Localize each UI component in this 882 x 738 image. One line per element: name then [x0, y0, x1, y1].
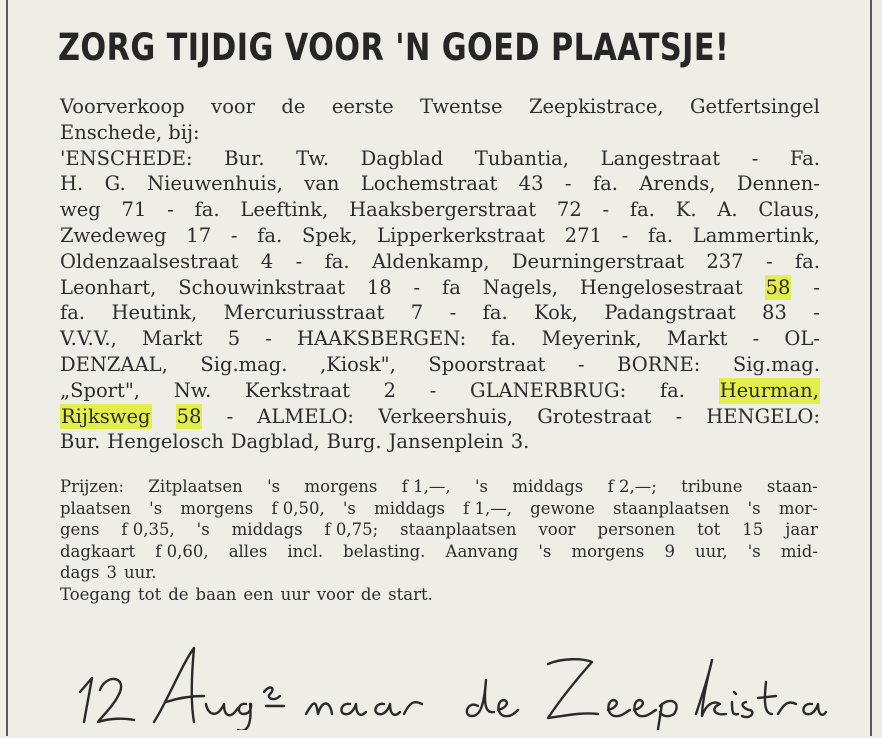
word: Markt	[141, 327, 203, 351]
listing-line	[60, 429, 820, 455]
word: Oldenzaalsestraat	[60, 249, 239, 273]
word: Langestraat	[600, 146, 721, 170]
word: -	[675, 404, 683, 428]
word: uur.	[123, 563, 157, 582]
prices-line	[60, 562, 818, 584]
word: ,Kiosk",	[320, 352, 396, 376]
word: f 0,75;	[324, 520, 379, 539]
word: HAAKSBERGEN:	[297, 327, 467, 351]
word: Twentse	[420, 95, 503, 118]
word: Dennen-	[736, 172, 820, 196]
word: fa.	[194, 198, 220, 222]
word: 58	[176, 404, 202, 428]
word: dags	[60, 563, 100, 582]
word: Nw.	[173, 378, 212, 402]
listing-line	[60, 326, 820, 352]
word: 7	[410, 301, 424, 325]
sales-points-listing	[60, 146, 820, 456]
word: Aanvang	[445, 541, 519, 561]
word: 83	[762, 301, 787, 325]
listing-line	[60, 352, 820, 378]
word: Zitplaatsen	[148, 477, 243, 496]
word: Bur.	[60, 430, 101, 454]
word: Leeftink,	[240, 198, 329, 222]
word: fa.	[659, 378, 685, 402]
word: middags	[231, 520, 303, 539]
word: plaatsen	[60, 498, 132, 518]
listing-line	[60, 378, 820, 404]
prices-line	[60, 541, 818, 563]
word: -	[621, 223, 629, 247]
listing-line	[60, 197, 820, 223]
word: dagkaart	[60, 541, 136, 561]
word: G.	[104, 172, 126, 196]
word: Sig.mag.	[200, 352, 288, 376]
word: H.	[60, 172, 84, 196]
word: een	[243, 584, 274, 604]
word: -	[813, 275, 820, 299]
word: 5	[227, 327, 241, 351]
word: Claus,	[758, 198, 820, 222]
word: Schouwinkstraat	[178, 275, 345, 299]
word: BORNE:	[617, 352, 701, 376]
word: f 0,50,	[271, 498, 325, 518]
word: Lochemstraat	[360, 172, 498, 196]
word: 's	[747, 498, 761, 518]
word: tot	[138, 584, 162, 604]
word: van	[304, 172, 340, 196]
word: Dagblad,	[230, 430, 320, 454]
word: 18	[366, 275, 392, 299]
word: Grotestraat	[537, 404, 652, 428]
word: fa.	[592, 172, 618, 196]
word: Kok,	[534, 301, 578, 325]
word: jaar	[785, 520, 818, 539]
word: 's	[149, 498, 163, 518]
word: weg	[60, 198, 101, 222]
word: -	[751, 146, 759, 170]
word: personen	[597, 520, 676, 539]
word: f 2,—;	[607, 477, 657, 496]
listing-line	[60, 223, 820, 249]
word: morgens	[571, 541, 645, 561]
word: Toegang	[60, 584, 132, 604]
word: -	[752, 327, 760, 351]
word: fa.	[491, 327, 517, 351]
word: eerste	[331, 95, 394, 118]
word: morgens	[180, 498, 254, 518]
word: GLANERBRUG:	[470, 378, 627, 402]
word: Tw.	[296, 146, 330, 170]
word: Lammertink,	[692, 223, 820, 247]
word: „Sport",	[60, 378, 141, 402]
word: 's	[538, 541, 552, 561]
word: fa	[442, 275, 461, 299]
word: 's	[747, 541, 761, 561]
word: 's	[474, 477, 488, 496]
word: 15	[742, 520, 764, 539]
word: -	[295, 249, 303, 273]
word: 271	[564, 223, 602, 247]
word: Deurningerstraat	[511, 249, 684, 273]
word: ALMELO:	[257, 404, 355, 428]
word: incl.	[287, 541, 324, 561]
word: -	[602, 198, 610, 222]
word: 's	[196, 520, 210, 539]
word: K.	[675, 198, 697, 222]
word: Zwedeweg	[60, 223, 167, 247]
intro-paragraph	[60, 94, 820, 146]
word: Hengelosestraat	[579, 275, 743, 299]
word: mor-	[778, 498, 818, 518]
word: 17	[186, 223, 212, 247]
word: Heurman,	[719, 378, 819, 402]
word: 2	[383, 378, 397, 402]
intro-line	[60, 94, 820, 120]
word: middags	[512, 477, 584, 496]
word: fa.	[257, 223, 283, 247]
word: fa.	[482, 301, 508, 325]
word: middags	[374, 498, 445, 518]
word: OL-	[784, 327, 820, 351]
word: f 1,—,	[463, 498, 512, 518]
word: Markt	[666, 327, 728, 351]
word: V.V.V.,	[60, 327, 117, 351]
word: alles	[228, 541, 268, 561]
word: 'ENSCHEDE:	[60, 146, 193, 170]
word: Rijksweg	[61, 404, 151, 428]
word: Jansenplein	[388, 430, 504, 454]
listing-line	[60, 171, 820, 197]
word: Nagels,	[482, 275, 558, 299]
word: Lipperkerkstraat	[377, 223, 545, 247]
word: gens	[60, 520, 100, 539]
word: -	[413, 275, 421, 299]
word: Zeepkistrace,	[528, 95, 664, 118]
word: f 0,60,	[155, 541, 209, 561]
word: Heutink,	[111, 301, 198, 325]
intro-line	[60, 120, 820, 146]
word: morgens	[304, 477, 378, 496]
word: fa.	[794, 249, 820, 273]
word: Sig.mag.	[732, 352, 820, 376]
word: Enschede, bij:	[60, 120, 200, 144]
word: -	[226, 404, 234, 428]
word: Burg.	[326, 430, 382, 454]
listing-line	[60, 275, 820, 301]
word: Padangstraat	[604, 301, 736, 325]
word: staanplaatsen	[613, 498, 730, 518]
word: tribune	[681, 477, 743, 496]
word: 4	[260, 249, 274, 273]
word: tot	[697, 520, 721, 539]
word: Mercuriusstraat	[223, 301, 385, 325]
word: Nieuwenhuis,	[147, 172, 283, 196]
word: Hengelosch	[107, 430, 224, 454]
word: 43	[518, 172, 544, 196]
word: Aldenkamp,	[372, 249, 490, 273]
word: fa.	[629, 198, 655, 222]
prices-line	[60, 476, 818, 498]
word: -	[813, 301, 820, 325]
listing-line	[60, 300, 820, 326]
word: staanplaatsen	[400, 520, 517, 539]
word: Tubantia,	[474, 146, 570, 170]
word: de	[281, 95, 306, 118]
word: uur,	[695, 541, 728, 561]
word: de	[168, 584, 189, 604]
prices-line	[60, 519, 818, 541]
word: 71	[121, 198, 147, 222]
word: fa.	[60, 301, 86, 325]
word: f 1,—,	[401, 477, 451, 496]
word: DENZAAL,	[60, 352, 168, 376]
word: Bur.	[224, 146, 265, 170]
word: -	[449, 301, 457, 325]
word: Getfertsingel	[689, 95, 820, 118]
word: A.	[717, 198, 738, 222]
word: Prijzen:	[60, 477, 125, 496]
word: 58	[765, 275, 791, 299]
word: 9	[664, 541, 675, 561]
word: -	[564, 172, 572, 196]
word: start.	[388, 584, 433, 604]
word: gewone	[530, 498, 595, 518]
prices-paragraph	[60, 476, 818, 605]
word: fa.	[324, 249, 350, 273]
word: Voorverkoop	[60, 95, 185, 118]
word: de	[360, 584, 382, 604]
body-text	[60, 94, 820, 455]
word: HENGELO:	[706, 404, 820, 428]
word: -	[167, 198, 174, 222]
word: Leonhart,	[60, 275, 157, 299]
listing-line	[60, 249, 820, 275]
word: voor	[538, 520, 576, 539]
word: f 0,35,	[121, 520, 175, 539]
word: fa.	[648, 223, 674, 247]
word: baan	[195, 584, 237, 604]
word: Meyerink,	[541, 327, 642, 351]
word: belasting.	[343, 541, 426, 561]
word: staan-	[766, 477, 818, 496]
word: 3	[106, 563, 117, 582]
word: -	[230, 223, 238, 247]
word: uur	[280, 584, 310, 604]
listing-line	[60, 146, 820, 172]
word: Spoorstraat	[428, 352, 546, 376]
word: Verkeershuis,	[378, 404, 514, 428]
word: Kerkstraat	[245, 378, 350, 402]
word: voor	[316, 584, 354, 604]
word: 's	[267, 477, 281, 496]
headline: ZORG TIJDIG VOOR 'N GOED PLAATSJE!	[58, 26, 730, 69]
prices-line	[60, 584, 818, 606]
word: Haaksbergerstraat	[349, 198, 537, 222]
word: Dagblad	[360, 146, 444, 170]
word: -	[265, 327, 272, 351]
word: -	[577, 352, 585, 376]
word: Arends,	[639, 172, 716, 196]
word: voor	[211, 95, 255, 118]
word: 's	[342, 498, 356, 518]
word: 72	[556, 198, 582, 222]
word: -	[429, 378, 437, 402]
word: Fa.	[789, 146, 820, 170]
word: 3.	[510, 430, 530, 454]
prices-line	[60, 498, 818, 520]
listing-line	[60, 404, 820, 430]
handwritten-note	[70, 630, 830, 730]
word: Spek,	[302, 223, 358, 247]
word: -	[765, 249, 773, 273]
word: 237	[706, 249, 744, 273]
word: mid-	[780, 541, 818, 561]
